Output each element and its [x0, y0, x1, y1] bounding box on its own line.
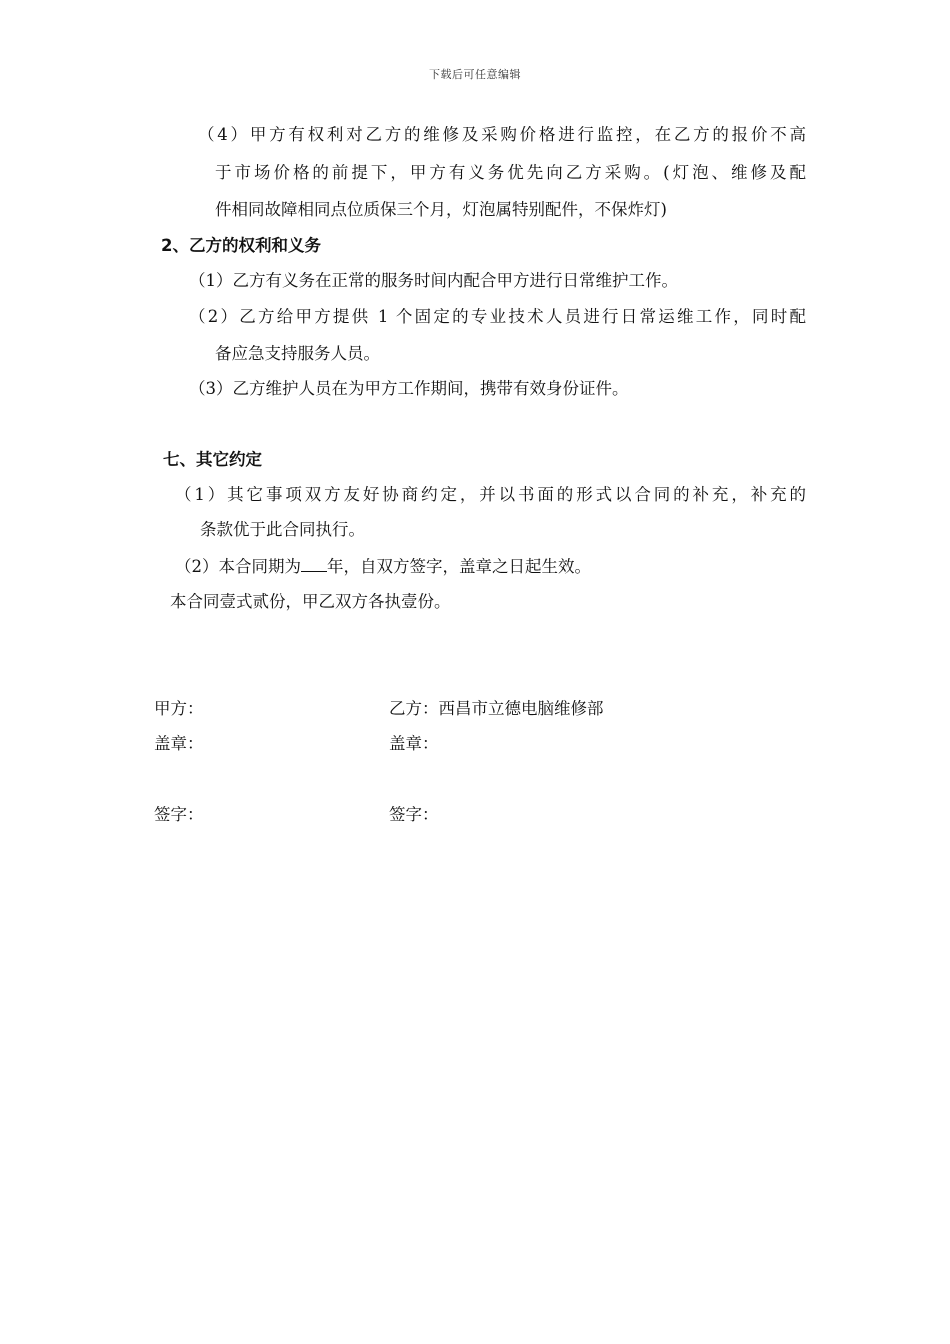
party-a-sign: 签字：	[154, 805, 204, 824]
clause-a4-line1: （4）甲方有权利对乙方的维修及采购价格进行监控，在乙方的报价不高	[198, 125, 806, 144]
clause-o2-before: （2）本合同期为	[175, 557, 301, 576]
term-years-blank	[301, 557, 327, 572]
clause-o1-line2: 条款优于此合同执行。	[200, 520, 365, 539]
clause-o1-line1: （1）其它事项双方友好协商约定，并以书面的形式以合同的补充，补充的	[175, 485, 806, 504]
section-heading-other: 七、其它约定	[163, 450, 262, 469]
page-header: 下载后可任意编辑	[429, 68, 521, 81]
section-heading-party-b: 2、乙方的权利和义务	[161, 236, 321, 255]
party-a-seal: 盖章：	[154, 734, 204, 753]
clause-a4-line2: 于市场价格的前提下，甲方有义务优先向乙方采购。(灯泡、维修及配	[215, 163, 806, 182]
clause-b2-line2: 备应急支持服务人员。	[215, 344, 380, 363]
party-a-label: 甲方：	[154, 699, 204, 718]
party-b-label: 乙方：西昌市立德电脑维修部	[389, 699, 604, 718]
clause-b1: （1）乙方有义务在正常的服务时间内配合甲方进行日常维护工作。	[189, 271, 678, 290]
clause-o2-after: 年，自双方签字，盖章之日起生效。	[327, 557, 591, 576]
clause-b3: （3）乙方维护人员在为甲方工作期间，携带有效身份证件。	[189, 379, 629, 398]
party-b-sign: 签字：	[389, 805, 439, 824]
party-b-seal: 盖章：	[389, 734, 439, 753]
copies-statement: 本合同壹式贰份，甲乙双方各执壹份。	[170, 592, 451, 611]
clause-o2	[175, 557, 591, 576]
clause-a4-line3: 件相同故障相同点位质保三个月，灯泡属特别配件，不保炸灯)	[215, 200, 667, 219]
clause-b2-line1: （2）乙方给甲方提供 1 个固定的专业技术人员进行日常运维工作，同时配	[189, 307, 806, 326]
